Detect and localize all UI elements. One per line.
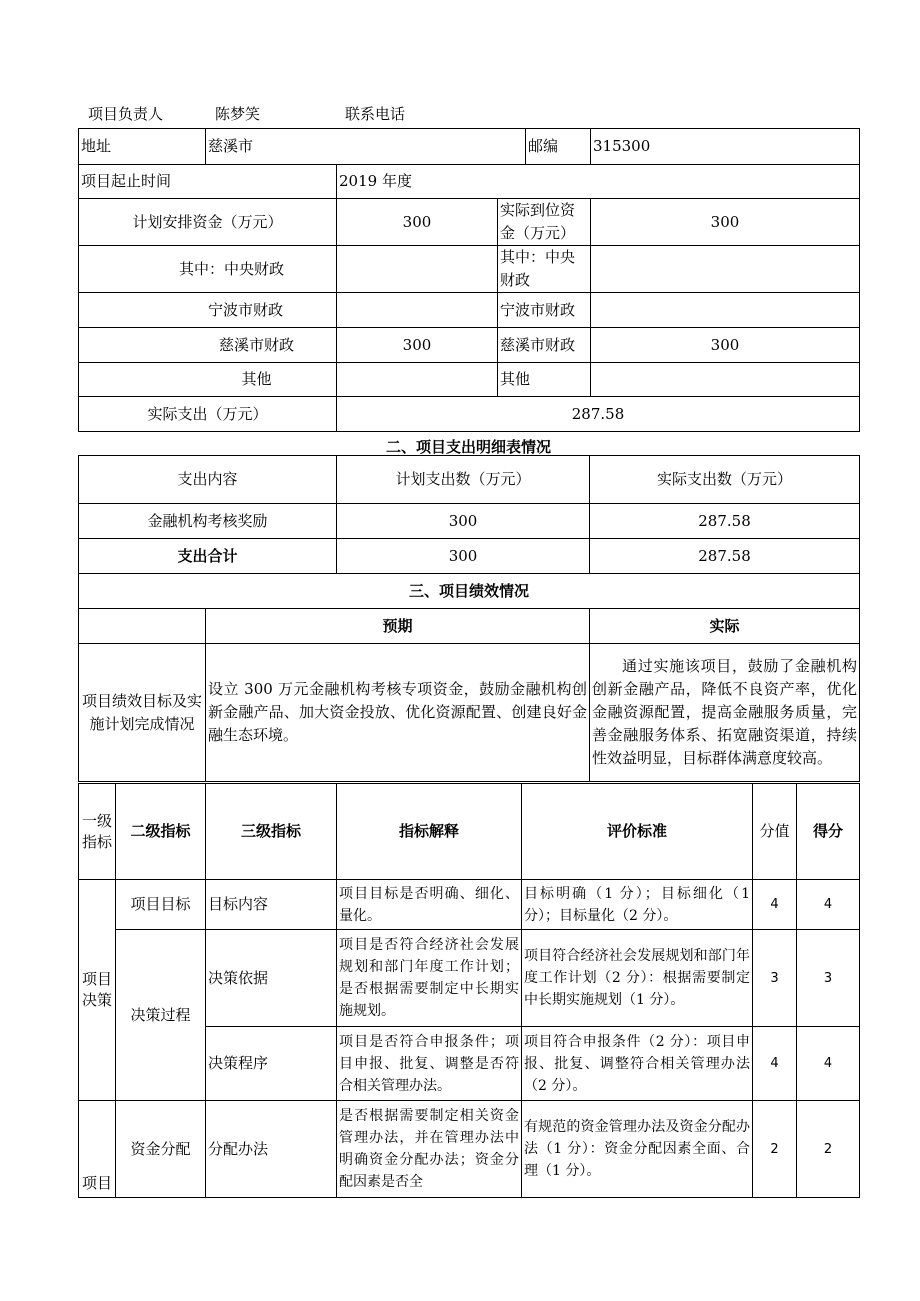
col-expense-content: 支出内容: [79, 456, 337, 504]
row2-got: 3: [797, 930, 860, 1027]
perf-goal-expected: 设立 300 万元金融机构考核专项资金，鼓励金融机构创新金融产品、加大资金投放、优化资源配置、创建良好金融生态环境。: [206, 644, 590, 782]
central-finance-left-value: [337, 246, 498, 293]
h-criteria: 评价标准: [522, 784, 753, 880]
col-planned-expense: 计划支出数（万元）: [337, 456, 590, 504]
postcode-value: 315300: [591, 129, 860, 165]
other-finance-left: 其他: [79, 363, 337, 397]
ningbo-finance-left: 宁波市财政: [79, 293, 337, 328]
other-finance-right: 其他: [498, 363, 591, 397]
leader-name: 陈梦笑: [215, 105, 261, 123]
row4-level2: 资金分配: [116, 1101, 206, 1198]
row4-score: 2: [753, 1101, 797, 1198]
h-level2: 二级指标: [116, 784, 206, 880]
row4-explain: 是否根据需要制定相关资金管理办法，并在管理办法中明确资金分配办法；资金分配因素是否全: [337, 1101, 522, 1198]
project-header: [88, 103, 888, 123]
perf-goal-actual: 通过实施该项目，鼓励了金融机构创新金融产品，降低不良资产率，优化金融资源配置，提高金融服务质量，完善金融服务体系、拓宽融资渠道，持续性效益明显，目标群体满意度较高。: [590, 644, 860, 782]
h-level3: 三级指标: [206, 784, 337, 880]
address-label: 地址: [79, 129, 206, 165]
central-finance-right-value: [591, 246, 860, 293]
expense-total-actual: 287.58: [590, 539, 860, 574]
h-level1: 一级指标: [79, 784, 116, 880]
row3-explain: 项目是否符合申报条件；项目申报、批复、调整是否符合相关管理办法。: [337, 1027, 522, 1101]
central-finance-right: 其中：中央财政: [498, 246, 591, 293]
expenditure-table: [78, 455, 860, 782]
row4-level3: 分配办法: [206, 1101, 337, 1198]
col-actual-expense: 实际支出数（万元）: [590, 456, 860, 504]
planned-funds-label: 计划安排资金（万元）: [79, 199, 337, 246]
perf-goal-label: 项目绩效目标及实施计划完成情况: [79, 644, 206, 782]
expense-row-actual: 287.58: [590, 504, 860, 539]
expense-total-planned: 300: [337, 539, 590, 574]
row1-criteria: 目标明确（1 分）；目标细化（1 分）；目标量化（2 分）。: [522, 880, 753, 930]
other-finance-right-value: [591, 363, 860, 397]
central-finance-left: 其中：中央财政: [79, 246, 337, 293]
period-label: 项目起止时间: [79, 165, 337, 199]
perf-actual-header: 实际: [590, 609, 860, 644]
perf-expected-header: 预期: [206, 609, 590, 644]
row1-level2: 项目目标: [116, 880, 206, 930]
address-value: 慈溪市: [206, 129, 526, 165]
section2-title: 二、项目支出明细表情况: [385, 438, 551, 456]
row3-got: 4: [797, 1027, 860, 1101]
ningbo-finance-right: 宁波市财政: [498, 293, 591, 328]
expense-total-label: 支出合计: [79, 539, 337, 574]
actual-spent-value: 287.58: [337, 397, 860, 432]
ningbo-finance-left-value: [337, 293, 498, 328]
row1-explain: 项目目标是否明确、细化、量化。: [337, 880, 522, 930]
cixi-finance-right-value: 300: [591, 328, 860, 363]
period-value: 2019 年度: [337, 165, 860, 199]
cixi-finance-left: 慈溪市财政: [79, 328, 337, 363]
row2-explain: 项目是否符合经济社会发展规划和部门年度工作计划；是否根据需要制定中长期实施规划。: [337, 930, 522, 1027]
leader-label: 项目负责人: [88, 105, 164, 123]
row2-level3: 决策依据: [206, 930, 337, 1027]
h-explain: 指标解释: [337, 784, 522, 880]
actual-funds-label: 实际到位资金（万元）: [498, 199, 591, 246]
actual-funds-value: 300: [591, 199, 860, 246]
perf-header-blank: [79, 609, 206, 644]
indicator-table: [78, 783, 860, 1198]
row1-level3: 目标内容: [206, 880, 337, 930]
row1-got: 4: [797, 880, 860, 930]
row2-criteria: 项目符合经济社会发展规划和部门年度工作计划（2 分）：根据需要制定中长期实施规划（1 分）。: [522, 930, 753, 1027]
postcode-label: 邮编: [526, 129, 591, 165]
expense-row-planned: 300: [337, 504, 590, 539]
group-project-decision: 项目决策: [79, 880, 116, 1101]
expense-row-label: 金融机构考核奖励: [79, 504, 337, 539]
row1-score: 4: [753, 880, 797, 930]
planned-funds-value: 300: [337, 199, 498, 246]
row3-level3: 决策程序: [206, 1027, 337, 1101]
actual-spent-label: 实际支出（万元）: [79, 397, 337, 432]
row2-score: 3: [753, 930, 797, 1027]
row4-got: 2: [797, 1101, 860, 1198]
h-score: 分值: [753, 784, 797, 880]
h-got: 得分: [797, 784, 860, 880]
row4-criteria: 有规范的资金管理办法及资金分配办法（1 分）：资金分配因素全面、合理（1 分）。: [522, 1101, 753, 1198]
other-finance-left-value: [337, 363, 498, 397]
group-project: 项目: [79, 1101, 116, 1198]
section3-title: 三、项目绩效情况: [79, 574, 860, 609]
row3-criteria: 项目符合申报条件（2 分）：项目申报、批复、调整符合相关管理办法（2 分）。: [522, 1027, 753, 1101]
cixi-finance-right: 慈溪市财政: [498, 328, 591, 363]
cixi-finance-left-value: 300: [337, 328, 498, 363]
phone-label: 联系电话: [345, 105, 406, 123]
row3-score: 4: [753, 1027, 797, 1101]
ningbo-finance-right-value: [591, 293, 860, 328]
row2-level2: 决策过程: [116, 930, 206, 1101]
info-table: [78, 128, 860, 432]
